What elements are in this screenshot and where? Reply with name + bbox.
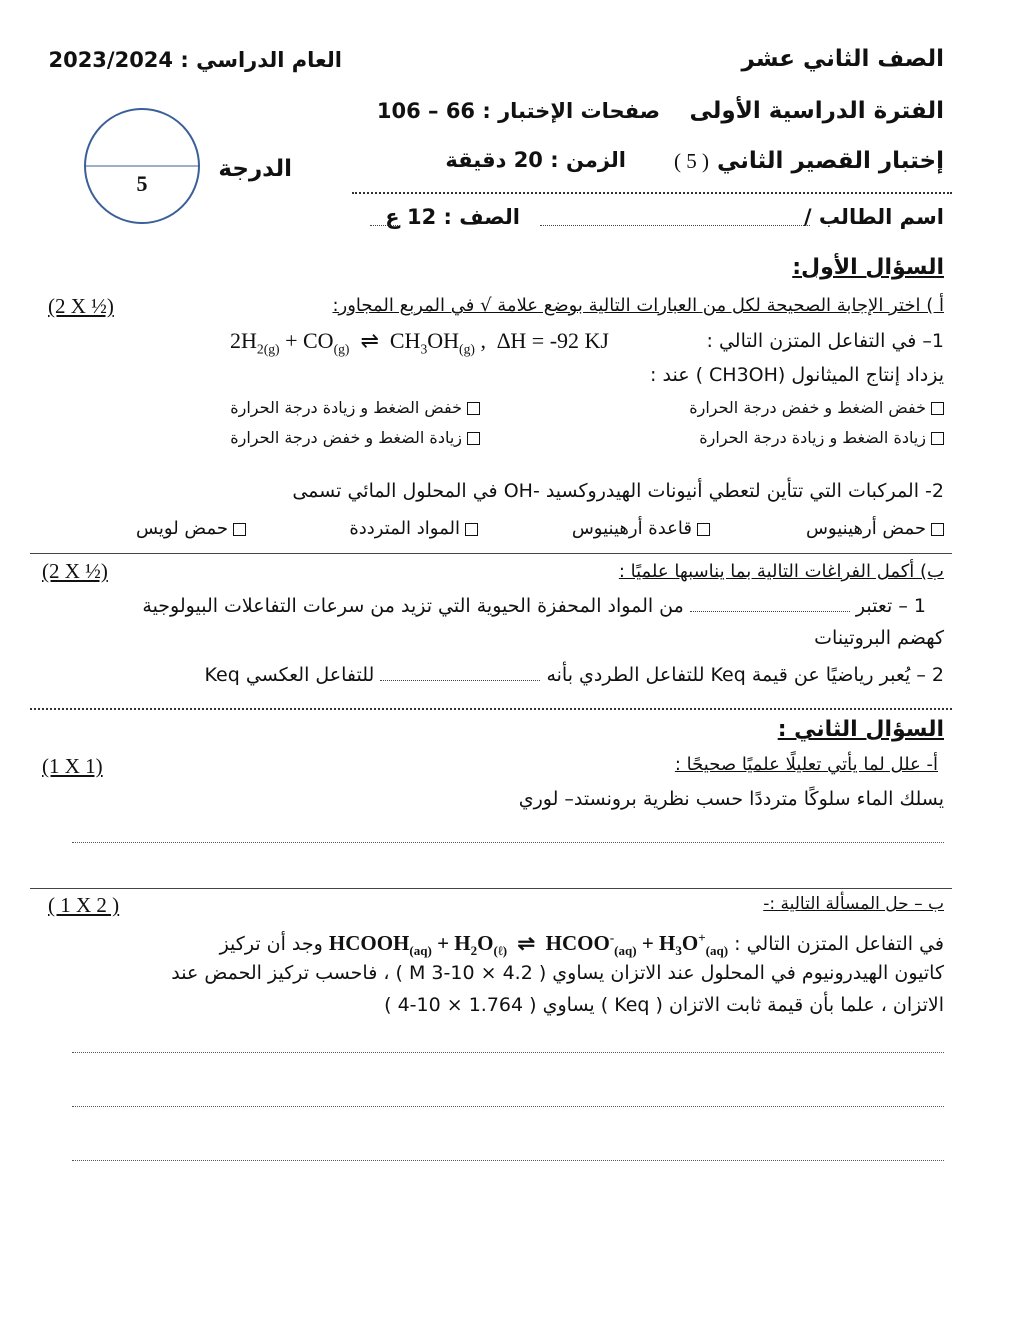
q2b-instruction: ب – حل المسألة التالية :- — [763, 894, 944, 914]
q2b-marks: ( 1 X 2 ) — [48, 893, 120, 917]
q1b-item2-start: 2 – يُعبر رياضيًا عن قيمة Keq للتفاعل الطردي بأنه — [546, 664, 944, 686]
q2b-line1-prefix: في التفاعل المتزن التالي : — [734, 933, 944, 955]
answer-line[interactable] — [72, 1106, 944, 1107]
quiz-time: الزمن : 20 دقيقة — [445, 148, 626, 172]
q1b-instruction: ب) أكمل الفراغات التالية بما يناسبها علميًا : — [618, 561, 944, 582]
q1a-option-4[interactable] — [230, 428, 480, 447]
academic-year: العام الدراسي : 2023/2024 — [48, 48, 342, 72]
class-field[interactable] — [370, 225, 400, 226]
grade-circle-shape — [83, 107, 201, 225]
class-value: 12 ع — [385, 205, 437, 229]
quiz-title-text: إختبار القصير الثاني — [716, 148, 944, 174]
q2a-instruction: أ- علل لما يأتي تعليلًا علميًا صحيحًا : — [674, 754, 938, 775]
section-divider-dotted — [30, 708, 952, 710]
q1a-item1-equation: $2H_{2(g)} + CO_{(g)}$ ⇌ $CH_3OH_{(g)}$ , ∆H = -92 KJ — [230, 328, 609, 357]
q2a-marks: (1 X 1) — [42, 754, 103, 778]
q1b-item1-end: من المواد المحفزة الحيوية التي تزيد من سرعات التفاعلات البيولوجية — [142, 595, 684, 617]
q1b-item1-start: 1 – تعتبر — [855, 595, 926, 617]
q1a-option-3[interactable] — [699, 428, 944, 447]
q2a-text: يسلك الماء سلوكًا مترددًا حسب نظرية برونستد– لوري — [518, 788, 944, 810]
q2b-line1 — [220, 930, 944, 959]
checkbox-icon[interactable] — [233, 523, 246, 536]
checkbox-icon[interactable] — [467, 402, 480, 415]
q1a-option-2[interactable] — [230, 398, 480, 417]
q1b-marks: (2 X ½) — [42, 559, 108, 583]
q1a-instruction: أ ) اختر الإجابة الصحيحة لكل من العبارات التالية بوضع علامة √ في المربع المجاور: — [332, 295, 944, 316]
answer-line[interactable] — [72, 1160, 944, 1161]
q1b-item1-blank[interactable] — [690, 611, 850, 612]
q1a-item2-option-2-label: قاعدة أرهينيوس — [571, 518, 692, 539]
checkbox-icon[interactable] — [931, 432, 944, 445]
class-label-text: الصف : — [443, 205, 520, 229]
quiz-title — [674, 148, 944, 174]
quiz-number: ( 5 ) — [673, 149, 709, 173]
q1b-item2-end: للتفاعل العكسي Keq — [204, 664, 375, 686]
q1a-item2-option-1-label: حمض أرهينيوس — [805, 518, 926, 539]
class-label — [385, 205, 520, 229]
q1a-option-2-label: خفض الضغط و زيادة درجة الحرارة — [230, 398, 462, 417]
q1a-item2-option-2[interactable] — [572, 518, 710, 539]
student-name-label: اسم الطالب / — [803, 205, 944, 229]
q1-title: السؤال الأول: — [792, 255, 944, 280]
checkbox-icon[interactable] — [931, 523, 944, 536]
test-pages: صفحات الإختبار : 66 – 106 — [376, 99, 660, 123]
checkbox-icon[interactable] — [465, 523, 478, 536]
checkbox-icon[interactable] — [467, 432, 480, 445]
grade-level: الصف الثاني عشر — [741, 46, 944, 72]
q2b-line3: الاتزان ، علما بأن قيمة ثابت الاتزان ( Keq ) يساوي ( 1.764 × 10-4 ) — [384, 994, 944, 1016]
q1a-item2-option-4[interactable] — [136, 518, 246, 539]
q1b-item1 — [142, 595, 926, 617]
q1a-option-1[interactable] — [689, 398, 944, 417]
grade-value: 5 — [136, 171, 148, 196]
q1a-item1-question: يزداد إنتاج الميثانول (CH3OH ) عند : — [650, 364, 944, 386]
grade-label: الدرجة — [218, 156, 292, 182]
q1a-item2-option-4-label: حمض لويس — [135, 518, 228, 539]
q1a-item1-prefix: 1– في التفاعل المتزن التالي : — [706, 330, 944, 352]
q1a-option-4-label: زيادة الضغط و خفض درجة الحرارة — [230, 428, 462, 447]
grade-circle — [83, 107, 201, 225]
section-divider — [30, 553, 952, 554]
q1a-option-3-label: زيادة الضغط و زيادة درجة الحرارة — [699, 428, 926, 447]
q1a-marks: (2 X ½) — [48, 294, 114, 318]
q1b-item2-blank[interactable] — [380, 680, 540, 681]
checkbox-icon[interactable] — [697, 523, 710, 536]
q2b-equation: $HCOOH_{(aq)} + H_2O_{(\ell)}$ ⇌ $HCOO^-_{(aq)} + H_3O^+_{(aq)}$ — [328, 930, 729, 959]
q1b-item1-cont: كهضم البروتينات — [814, 627, 944, 649]
q1a-item2-option-1[interactable] — [806, 518, 944, 539]
q1a-item2-option-3[interactable] — [349, 518, 478, 539]
answer-line[interactable] — [72, 1052, 944, 1053]
checkbox-icon[interactable] — [931, 402, 944, 415]
student-name-field[interactable] — [540, 225, 810, 226]
q2-title: السؤال الثاني : — [777, 717, 944, 742]
q2b-line1-suffix: وجد أن تركيز — [219, 933, 323, 955]
q1a-item2-text: 2- المركبات التي تتأين لتعطي أنيونات الهيدروكسيد -OH في المحلول المائي تسمى — [292, 480, 944, 502]
q1b-item2 — [205, 664, 944, 686]
q1a-item2-option-3-label: المواد المترددة — [349, 518, 460, 539]
q2b-line2: كاتيون الهيدرونيوم في المحلول عند الاتزان يساوي ( 4.2 × 10-3 M ) ، فاحسب تركيز الحمض عند — [171, 962, 944, 984]
section-divider — [30, 888, 952, 889]
answer-line[interactable] — [72, 842, 944, 843]
header-divider — [352, 192, 952, 194]
q1a-option-1-label: خفض الضغط و خفض درجة الحرارة — [689, 398, 926, 417]
term: الفترة الدراسية الأولى — [689, 98, 944, 124]
